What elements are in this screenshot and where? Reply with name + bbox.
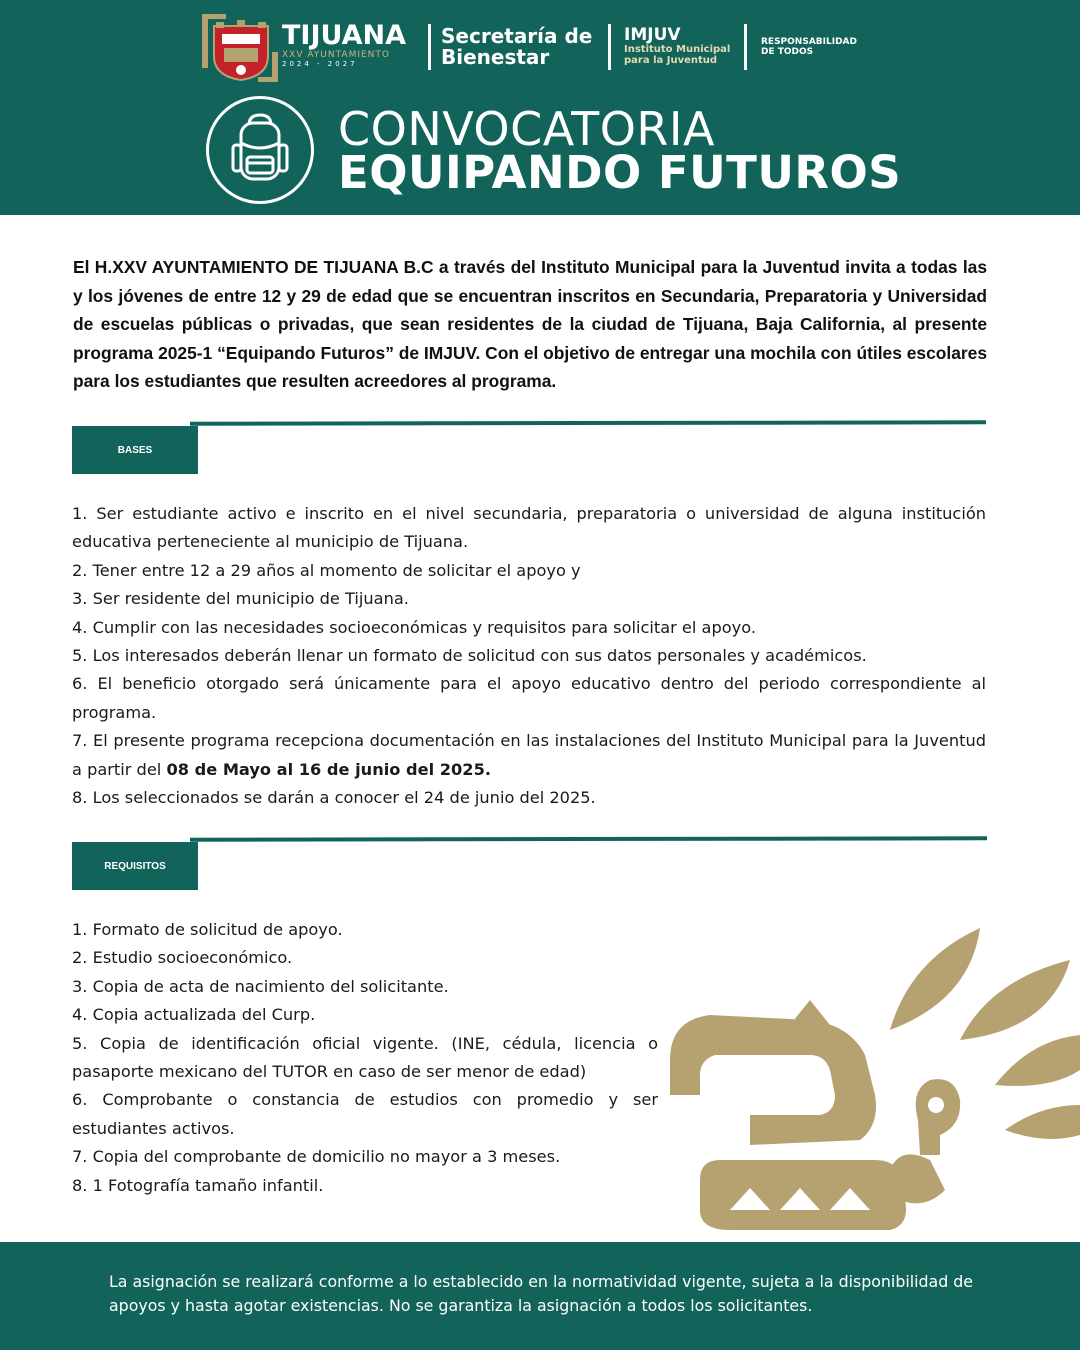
secretaria-line1: Secretaría de [441,24,593,48]
list-item: 6. El beneficio otorgado será únicamente para el apoyo educativo dentro del periodo correspondiente al programa. [72,674,986,722]
divider [608,24,611,70]
imjuv-title: IMJUV [624,25,681,45]
divider [428,24,431,70]
list-item: 5. Los interesados deberán llenar un formato de solicitud con sus datos personales y académicos. [72,646,867,666]
period-label: 2024 - 2027 [282,60,358,68]
list-item: 3. Copia de acta de nacimiento del solicitante. [72,976,449,996]
list-item: 2. Estudio socioeconómico. [72,948,293,968]
backpack-icon [209,99,311,201]
list-item: 4. Copia actualizada del Curp. [72,1005,316,1025]
secretaria-logo [441,26,592,68]
list-item: 3. Ser residente del municipio de Tijuana. [72,589,409,609]
decorative-glyph-icon [660,920,1080,1240]
section-divider [190,836,987,841]
page-title: CONVOCATORIA [338,102,715,156]
page-subtitle: EQUIPANDO FUTUROS [338,146,902,199]
bases-list [72,500,986,812]
list-item: 4. Cumplir con las necesidades socioeconómicas y requisitos para solicitar el apoyo. [72,617,756,637]
requisitos-list [72,916,658,1200]
city-brand [282,22,406,69]
item7-dates: 08 de Mayo al 16 de junio del 2025. [166,759,491,779]
ayuntamiento-label: XXV AYUNTAMIENTO [282,50,390,60]
resp-line1: RESPONSABILIDAD [761,37,857,47]
backpack-badge [206,96,314,204]
list-item: 6. Comprobante o constancia de estudios con promedio y ser estudiantes activos. [72,1090,658,1138]
bases-heading: BASES [72,426,198,474]
footer-banner [0,1242,1080,1350]
requisitos-heading: REQUISITOS [72,842,198,890]
list-item [72,727,986,784]
list-item: 2. Tener entre 12 a 29 años al momento de solicitar el apoyo y [72,560,581,580]
divider [744,24,747,70]
section-divider [190,420,986,425]
city-name: TIJUANA [282,20,406,51]
header-banner [0,0,1080,215]
footer-disclaimer: La asignación se realizará conforme a lo establecido en la normatividad vigente, sujeta a la disponibilidad de apoyos y hasta agotar existencias. No se garantiza la asignación a todos los solicitantes. [109,1272,974,1315]
list-item: 8. Los seleccionados se darán a conocer el 24 de junio del 2025. [72,788,596,808]
resp-line2: DE TODOS [761,47,814,57]
imjuv-logo [624,26,730,66]
imjuv-line1: Instituto Municipal [624,44,731,55]
intro-paragraph: El H.XXV AYUNTAMIENTO DE TIJUANA B.C a través del Instituto Municipal para la Juventud invita a todas las y los jóvenes de entre 12 y 29 de edad que se encuentran inscritos en Secundaria, Preparatoria y Universidad de escuelas públicas o privadas, que sean residentes de la ciudad de Tijuana, Baja California, al presente programa 2025-1 “Equipando Futuros” de IMJUV. Con el objetivo de entregar una mochila con útiles escolares para los estudiantes que resulten acreedores al programa. [73,257,987,392]
secretaria-line2: Bienestar [441,45,550,69]
list-item: 5. Copia de identificación oficial vigente. (INE, cédula, licencia o pasaporte mexicano del TUTOR en caso de ser menor de edad) [72,1033,658,1082]
list-item: 1. Formato de solicitud de apoyo. [72,920,343,939]
list-item: 8. 1 Fotografía tamaño infantil. [72,1175,324,1195]
responsabilidad-logo [761,37,857,57]
list-item: 7. Copia del comprobante de domicilio no mayor a 3 meses. [72,1147,561,1167]
tijuana-seal-logo [200,12,282,84]
item7-text: 7. El presente programa recepciona documentación en las instalaciones del Instituto Municipal para la Juventud a partir del [72,731,986,779]
imjuv-line2: para la Juventud [624,55,718,66]
list-item: 1. Ser estudiante activo e inscrito en el nivel secundaria, preparatoria o universidad de alguna institución educativa perteneciente al municipio de Tijuana. [72,504,986,552]
